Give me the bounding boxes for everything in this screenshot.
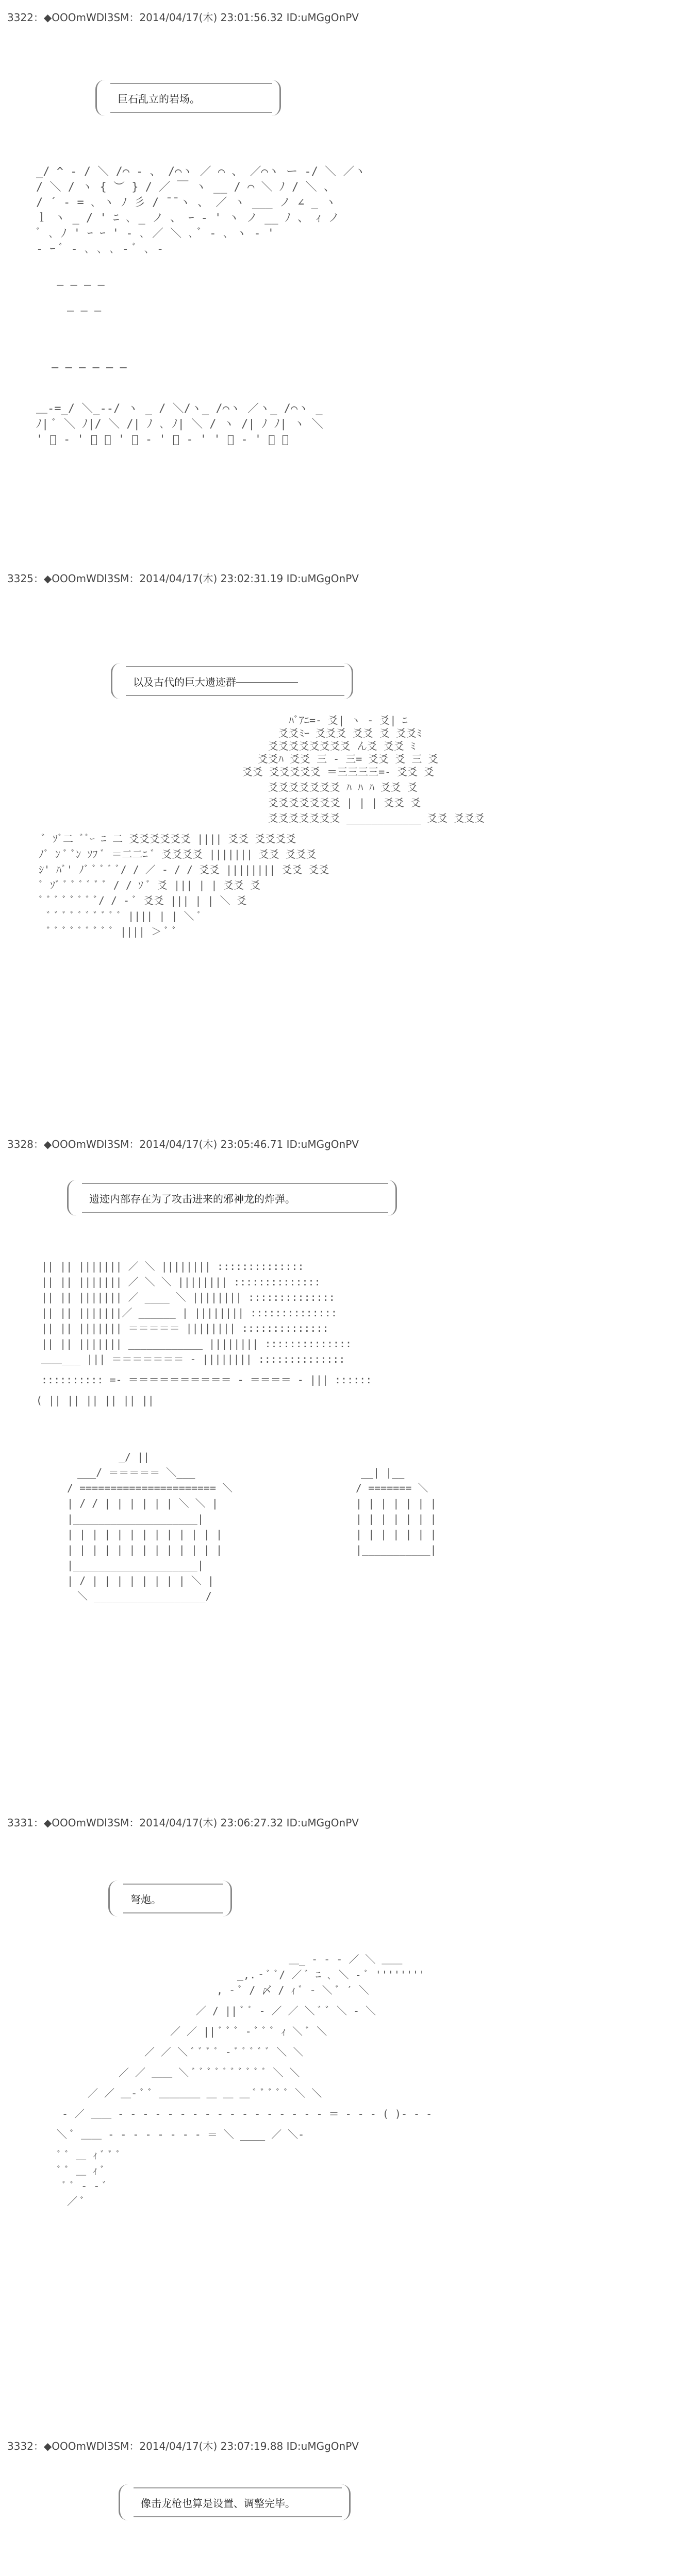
svg-text:ﾞ ﾞ ﾞ ﾞ ﾞ ﾞ ﾞ ﾞ ﾞ ﾞ |||| | |: ﾞ ﾞ ﾞ ﾞ ﾞ ﾞ ﾞ ﾞ ﾞ ﾞ |||| | | ＼ ﾞ [46, 910, 202, 922]
svg-text:|| || |||||||／ ______ | |||: || || |||||||／ ______ | |||||||| :::::::::::::: [41, 1307, 337, 1319]
svg-text:／ ﾞ: ／ ﾞ [67, 2195, 86, 2208]
narration-box: 以及古代的巨大遗迹群―――――― [111, 663, 353, 699]
svg-text:| | | | | | | | | | | | |: | | | | | | | | | | | | | [67, 1544, 223, 1556]
svg-text:_/ ||: _/ || [119, 1451, 150, 1463]
svg-text:| | | | | | |: | | | | | | | [356, 1513, 437, 1525]
svg-text:| | | | | | | | | | | | |: | | | | | | | | | | | | | [67, 1528, 223, 1540]
svg-text:爻爻ﾐｰ 爻爻爻 爻爻 爻 爻爻ﾐ: 爻爻ﾐｰ 爻爻爻 爻爻 爻 爻爻ﾐ [278, 727, 422, 739]
svg-text:| | | | | | |: | | | | | | | [356, 1528, 437, 1540]
svg-text:／ ／ || ﾞ ﾞ ﾞ ‐ ﾞ ﾞ ﾞ ｨ ＼ ﾞ: ／ ／ || ﾞ ﾞ ﾞ ‐ ﾞ ﾞ ﾞ ｨ ＼ ﾞ ＼ [170, 2025, 327, 2038]
svg-text:|| || ||||||| ／ ＼ ＼ ||||||: || || ||||||| ／ ＼ ＼ |||||||| :::::::::::::: [41, 1276, 321, 1288]
post-header: 3325：◆OOOmWDl3SM：2014/04/17(木) 23:02:31.19 ID:uMGgOnPV [7, 572, 359, 585]
svg-text:‐ ｰ ﾞ ‐ ､ ､ ､ ‐ ﾞ ､: ‐ ｰ ﾞ ‐ ､ ､ ､ ‐ ﾞ ､ ‐ [36, 243, 164, 256]
svg-text:／ ／ ＿＿ ＼ ﾞ ﾞ ﾞ ﾞ ﾞ ﾞ ﾞ ﾞ ﾞ ﾞ: ／ ／ ＿＿ ＼ ﾞ ﾞ ﾞ ﾞ ﾞ ﾞ ﾞ ﾞ ﾞ ﾞ ＼ ＼ [119, 2066, 300, 2079]
svg-text:ﾞ ｿﾞ二 ﾞﾞｰ ﾆ 二 爻爻爻爻爻爻 |||| 爻爻: ﾞ ｿﾞ二 ﾞﾞｰ ﾆ 二 爻爻爻爻爻爻 |||| 爻爻 爻爻爻爻 [41, 833, 296, 845]
svg-text:ﾞ ﾞ ＿ ｨ ﾞ: ﾞ ﾞ ＿ ｨ ﾞ [57, 2164, 106, 2177]
svg-text:/ ====================== ＼: / ====================== ＼ [67, 1482, 233, 1494]
ascii-art-ruins-interior [0, 1131, 696, 1723]
svg-text:― ―: ― ― ― [67, 304, 102, 317]
svg-text:爻爻爻爻爻爻爻爻 ん爻 爻爻 ﾐ: 爻爻爻爻爻爻爻爻 ん爻 爻爻 ﾐ [268, 740, 416, 752]
svg-text:|| || ||||||| ／ ____ ＼ ||||: || || ||||||| ／ ____ ＼ |||||||| :::::::::::::: [41, 1291, 335, 1303]
svg-text:/ ´ ‐ = ､ ヽ ﾉ 彡 / ̄ ̄ ヽ 、 ／ ヽ: / ´ ‐ = ､ ヽ ﾉ 彡 / ̄ ̄ ヽ 、 ／ ヽ ___ ノ ∠ _ ヽ [36, 196, 337, 209]
svg-text:爻爻 爻爻爻爻爻 ＝三三三三=‐ 爻爻 爻: 爻爻 爻爻爻爻爻 ＝三三三三=‐ 爻爻 爻 [242, 766, 435, 778]
post-header: 3322：◆OOOmWDl3SM：2014/04/17(木) 23:01:56.32 ID:uMGgOnPV [7, 11, 359, 24]
svg-text:' ﾞ ‐ ' ﾞ ､ ' ﾞ ‐ ' ﾞ ‐ ': ' ﾞ ‐ ' ﾞ ､ ' ﾞ ‐ ' ﾞ ‐ ' ' ﾞ ‐ ' ﾞ ﾞ [36, 433, 289, 446]
ascii-art-ancient-ruins [0, 564, 696, 1121]
svg-text:ﾞ ｿﾞ ﾞ ﾞ ﾞ ﾞ ﾞ ﾞ / / ｿ ﾞ 爻 |||: ﾞ ｿﾞ ﾞ ﾞ ﾞ ﾞ ﾞ ﾞ / / ｿ ﾞ 爻 ||| | | 爻爻 爻 [39, 879, 261, 891]
svg-text:爻爻爻爻爻爻爻 ﾊ ﾊ ﾊ 爻爻 爻: 爻爻爻爻爻爻爻 ﾊ ﾊ ﾊ 爻爻 爻 [268, 781, 418, 793]
svg-text:|| || ||||||| ／ ＼ ||||||: || || ||||||| ／ ＼ |||||||| :::::::::::::: [41, 1260, 304, 1273]
svg-text:＿‐=_/ ＼_‐‐/ ヽ _ / ＼/ヽ_ /⌒ヽ ／ヽ_: ＿‐=_/ ＼_‐‐/ ヽ _ / ＼/ヽ_ /⌒ヽ ／ヽ_ /⌒ヽ _ [36, 402, 323, 415]
svg-text:___/ ＝＝＝＝＝ ＼___: ___/ ＝＝＝＝＝ ＼___ [77, 1466, 195, 1479]
svg-text:| | | | | | |: | | | | | | | [356, 1497, 437, 1510]
narration-box: 巨石乱立的岩场。 [95, 80, 281, 116]
post-header: 3332：◆OOOmWDl3SM：2014/04/17(木) 23:07:19.88 ID:uMGgOnPV [7, 2440, 359, 2452]
svg-text:爻爻爻爻爻爻爻 | | | 爻爻 爻: 爻爻爻爻爻爻爻 | | | 爻爻 爻 [268, 796, 421, 809]
svg-text:| / / | | | | | | ＼ ＼ |: | / / | | | | | | ＼ ＼ | [67, 1497, 218, 1510]
ascii-art-ballista [0, 1808, 696, 2375]
post-header: 3331：◆OOOmWDl3SM：2014/04/17(木) 23:06:27.32 ID:uMGgOnPV [7, 1817, 359, 1829]
svg-text:ﾞ ﾞ ﾞ ﾞ ﾞ ﾞ ﾞ ﾞ ﾞ |||| ＞ ﾞ: ﾞ ﾞ ﾞ ﾞ ﾞ ﾞ ﾞ ﾞ ﾞ |||| ＞ ﾞ ﾞ [46, 925, 177, 938]
ascii-art-rock-field [0, 0, 696, 541]
svg-text:|____________________|: |____________________| [67, 1559, 204, 1571]
svg-text:|| || ||||||| ____________ |: || || ||||||| ____________ |||||||| :::::::::::::: [41, 1337, 352, 1350]
ascii-art-dragon-spear-installation [0, 2432, 696, 2576]
svg-text:_,.‐ﾞ ﾞ/ ／ ﾞ ﾆ ､ ＼ ‐ ﾞ '''''': _,.‐ﾞ ﾞ/ ／ ﾞ ﾆ ､ ＼ ‐ ﾞ '''''''' [237, 1969, 425, 1981]
svg-text:|___________|: |___________| [356, 1544, 437, 1556]
svg-text:ﾞ ､ ﾉ ' ｰ ｰ ' ‐ ､ ／ ＼ ､ ﾞ ‐: ﾞ ､ ﾉ ' ｰ ｰ ' ‐ ､ ／ ＼ ､ ﾞ ‐ ､ ヽ ‐ ' [36, 227, 275, 240]
post-header: 3328：◆OOOmWDl3SM：2014/04/17(木) 23:05:46.71 ID:uMGgOnPV [7, 1138, 359, 1150]
svg-text:ﾉﾞ ﾝ ﾞ ﾞﾝ ｿﾌ ﾞ ＝二二ﾆ ﾞ 爻爻爻爻 ||: ﾉﾞ ﾝ ﾞ ﾞﾝ ｿﾌ ﾞ ＝二二ﾆ ﾞ 爻爻爻爻 ||||||| 爻爻 爻爻爻 [39, 848, 317, 860]
svg-text:ｌ ヽ _ / ' ﾆ ､ _ ノ 、 ｰ - ' ヽ ノ: ｌ ヽ _ / ' ﾆ ､ _ ノ 、 ｰ - ' ヽ ノ __ ﾉ 、 ｨ ノ [36, 212, 340, 225]
narration-box: 弩炮。 [108, 1880, 232, 1917]
svg-text:ﾉ| ﾞ ＼ ﾉ|/ ＼ /| ﾉ ､ ﾉ| ＼ / ヽ /: ﾉ| ﾞ ＼ ﾉ|/ ＼ /| ﾉ ､ ﾉ| ＼ / ヽ /| ﾉ ﾉ| ヽ ＼ [36, 418, 323, 431]
svg-text:＼ __________________/: ＼ __________________/ [77, 1590, 212, 1602]
svg-text:, ‐ ﾞ / 〆 / ｨ ﾞ ‐ ＼ ﾞ ′ ＼: , ‐ ﾞ / 〆 / ｨ ﾞ ‐ ＼ ﾞ ′ ＼ [217, 1984, 369, 1996]
svg-text:＿＿___ ||| ＝＝＝＝＝＝＝ ‐ ||||||||: ＿＿___ ||| ＝＝＝＝＝＝＝ ‐ |||||||| :::::::::::::: [41, 1353, 345, 1365]
svg-text:/ ======= ＼: / ======= ＼ [356, 1482, 428, 1494]
svg-text:/ ＼ / ヽ { ︶ } / ／ ￣ ヽ __ / ⌒: / ＼ / ヽ { ︶ } / ／ ￣ ヽ __ / ⌒ ＼ ﾉ / ＼ 、 [36, 181, 335, 194]
svg-text:( || || || || ||: ( || || || || || || [36, 1394, 154, 1406]
svg-text:爻爻ﾊ 爻爻 三 ‐ 三= 爻爻 爻 三 爻: 爻爻ﾊ 爻爻 三 ‐ 三= 爻爻 爻 三 爻 [258, 753, 439, 765]
svg-text:| / | | | | | | | | ＼ |: | / | | | | | | | | ＼ | [67, 1574, 214, 1587]
svg-text:― ― ― ― ―: ― ― ― ― ― ― [52, 361, 127, 374]
svg-text:__| |__: __| |__ [361, 1466, 405, 1479]
svg-text:／ / || ﾞ ﾞ ‐ ／ ／ ＼ ﾞ ﾞ ＼ ‐: ／ / || ﾞ ﾞ ‐ ／ ／ ＼ ﾞ ﾞ ＼ ‐ ＼ [196, 2005, 376, 2017]
svg-text:＼ ﾞ ＿＿ ‐ ‐ ‐ ‐ ‐ ‐ ‐ ‐ ＝ ＼ _: ＼ ﾞ ＿＿ ‐ ‐ ‐ ‐ ‐ ‐ ‐ ‐ ＝ ＼ ____ ／ ＼‐ [57, 2128, 305, 2141]
svg-text:／ ／ ＼ ﾞ ﾞ ﾞ ﾞ ‐ ﾞ ﾞ ﾞ ﾞ ﾞ: ／ ／ ＼ ﾞ ﾞ ﾞ ﾞ ‐ ﾞ ﾞ ﾞ ﾞ ﾞ ＼ ＼ [144, 2046, 304, 2058]
svg-text:ﾞ ﾞ ﾞ ﾞ ﾞ ﾞ ﾞ ﾞ/ / ‐ ﾞ 爻爻 |||: ﾞ ﾞ ﾞ ﾞ ﾞ ﾞ ﾞ ﾞ/ / ‐ ﾞ 爻爻 ||| | | ＼ 爻 [39, 894, 247, 907]
svg-text:ｼ' ﾊﾞ' ﾉﾞ ﾞ ﾞ ﾞ ﾞ/ / ／ ‐ / / 爻: ｼ' ﾊﾞ' ﾉﾞ ﾞ ﾞ ﾞ ﾞ/ / ／ ‐ / / 爻爻 |||||||| 爻爻 爻爻 [39, 863, 329, 876]
svg-text:／ ／ ＿‐ ﾞ ﾞ ＿＿＿＿ ＿ ＿ ＿ ﾞ ﾞ ﾞ ﾞ: ／ ／ ＿‐ ﾞ ﾞ ＿＿＿＿ ＿ ＿ ＿ ﾞ ﾞ ﾞ ﾞ ﾞ ＼ ＼ [88, 2087, 322, 2099]
svg-text:爻爻爻爻爻爻爻 ____________ 爻爻 爻爻爻: 爻爻爻爻爻爻爻 ____________ 爻爻 爻爻爻 [268, 812, 485, 824]
svg-text:― ― ―: ― ― ― ― [57, 279, 105, 292]
svg-text:|| || ||||||| ＝＝＝＝＝ |||||||: || || ||||||| ＝＝＝＝＝ |||||||| :::::::::::::: [41, 1322, 329, 1334]
svg-text:_/ ^ ‐ / ＼ /⌒ ‐ 、 /⌒ヽ ／ ⌒ 、 ／⌒: _/ ^ ‐ / ＼ /⌒ ‐ 、 /⌒ヽ ／ ⌒ 、 ／⌒ヽ ー ‐/ ＼ ／ヽ [36, 165, 366, 178]
narration-box: 像击龙枪也算是设置、调整完毕。 [119, 2484, 351, 2520]
svg-text:ﾞ ﾞ ‐ ‐ ﾞ: ﾞ ﾞ ‐ ‐ ﾞ [62, 2180, 108, 2192]
svg-text::::::::::: =‐ ＝＝＝＝＝＝＝＝＝＝ ‐ ＝＝＝: :::::::::: =‐ ＝＝＝＝＝＝＝＝＝＝ ‐ ＝＝＝＝ ‐ ||| :::::: [41, 1374, 372, 1386]
svg-text:ﾊﾞｱﾆ=‐ 爻| ヽ ‐ 爻| ﾆ: ﾊﾞｱﾆ=‐ 爻| ヽ ‐ 爻| ﾆ [289, 714, 408, 726]
svg-text:＿_ ‐ ‐ ‐ ／ ＼ ＿＿: ＿_ ‐ ‐ ‐ ／ ＼ ＿＿ [289, 1953, 403, 1965]
svg-text:ﾞ ﾞ ＿ ｨ ﾞ ﾞ ﾞ: ﾞ ﾞ ＿ ｨ ﾞ ﾞ ﾞ [57, 2149, 121, 2161]
narration-box: 遗迹内部存在为了攻击进来的邪神龙的炸弹。 [67, 1180, 397, 1216]
svg-text:‐ ／ ＿＿ ‐ ‐ ‐ ‐ ‐ ‐ ‐ ‐ ‐ ‐ ‐ ‐: ‐ ／ ＿＿ ‐ ‐ ‐ ‐ ‐ ‐ ‐ ‐ ‐ ‐ ‐ ‐ ‐ ‐ ‐ ‐ ‐ ＝ ‐ ‐ ‐ ( )‐ ‐ ‐ [62, 2108, 433, 2120]
svg-text:|____________________|: |____________________| [67, 1513, 204, 1525]
